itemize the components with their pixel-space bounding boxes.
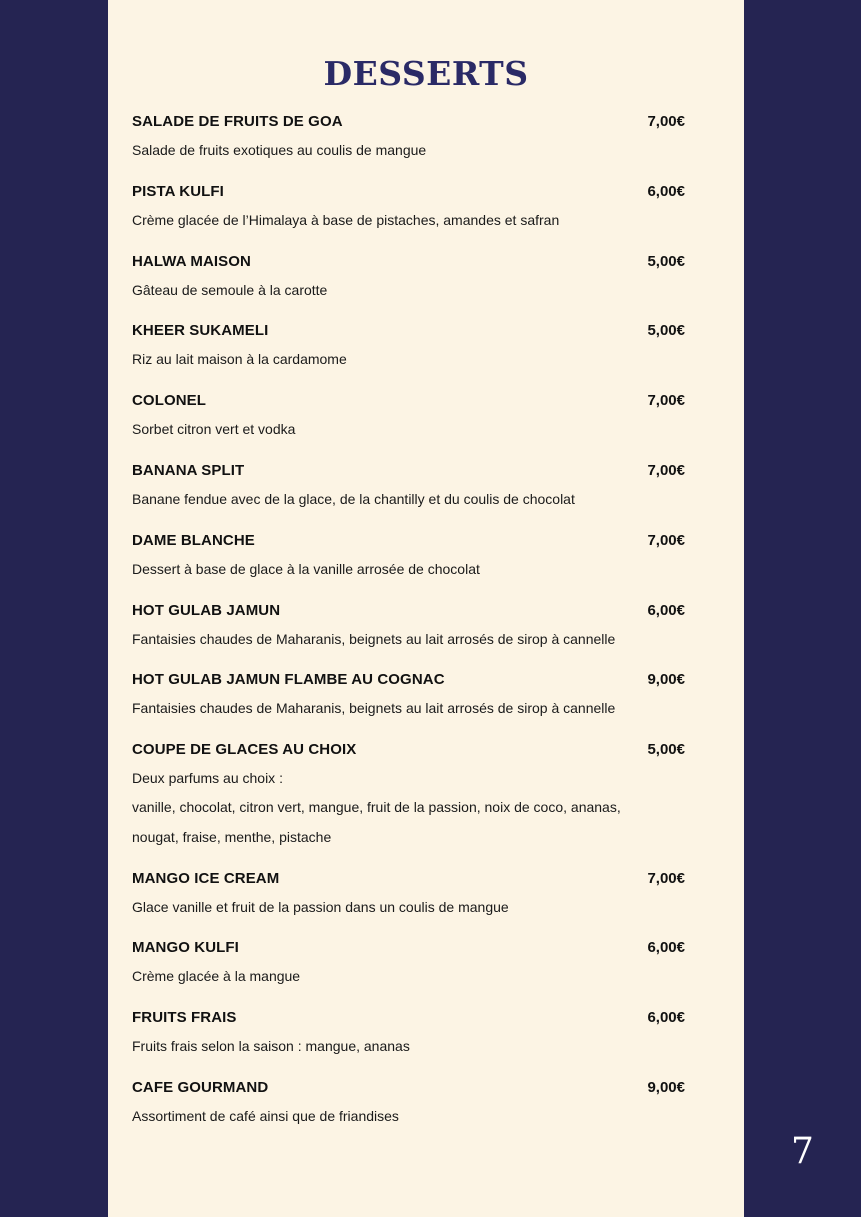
menu-item-name: CAFE GOURMAND: [132, 1078, 269, 1096]
menu-item-description-line: Crème glacée de l’Himalaya à base de pistaches, amandes et safran: [132, 211, 560, 228]
menu-item-price: 5,00€: [647, 741, 685, 759]
menu-item-description: [132, 1032, 685, 1061]
menu-item-name: HOT GULAB JAMUN: [132, 601, 281, 619]
menu-item-header: [132, 456, 685, 485]
menu-item-description-line: Dessert à base de glace à la vanille arrosée de chocolat: [132, 560, 480, 577]
menu-item: [132, 107, 685, 165]
menu-item-description: [132, 625, 685, 654]
menu-item-price: 6,00€: [647, 601, 685, 619]
menu-item: [132, 864, 685, 922]
menu-item-description: [132, 962, 685, 991]
menu-item-header: [132, 177, 685, 206]
menu-item-description: [132, 415, 685, 444]
menu-item: [132, 735, 685, 852]
menu-item: [132, 456, 685, 514]
menu-item-name: BANANA SPLIT: [132, 461, 245, 479]
menu-item-description: [132, 276, 685, 305]
menu-item: [132, 596, 685, 654]
menu-item-header: [132, 864, 685, 893]
menu-item-description-line: Gâteau de semoule à la carotte: [132, 281, 328, 298]
menu-item-description-line: Fantaisies chaudes de Maharanis, beignets au lait arrosés de sirop à cannelle: [132, 700, 616, 717]
menu-item: [132, 386, 685, 444]
menu-item-price: 7,00€: [647, 392, 685, 410]
menu-item-description: [132, 555, 685, 584]
menu-item: [132, 933, 685, 991]
menu-item-name: PISTA KULFI: [132, 182, 224, 200]
menu-item-header: [132, 247, 685, 276]
menu-item-name: HALWA MAISON: [132, 252, 251, 270]
menu-item-name: COLONEL: [132, 392, 207, 410]
menu-item-price: 7,00€: [647, 113, 685, 130]
menu-item-description: [132, 694, 685, 723]
menu-item-description-line: Assortiment de café ainsi que de friandises: [132, 1107, 399, 1124]
menu-item-description: [132, 206, 685, 235]
menu-item-description-line: nougat, fraise, menthe, pistache: [132, 828, 332, 845]
menu-item-header: [132, 386, 685, 415]
menu-item: [132, 177, 685, 235]
menu-item-header: [132, 107, 685, 136]
menu-item-header: [132, 933, 685, 962]
menu-item-description: [132, 345, 685, 374]
menu-item-header: [132, 1073, 685, 1102]
menu-item: [132, 1073, 685, 1131]
menu-item-description: [132, 893, 685, 922]
dessert-list: [132, 107, 685, 1143]
menu-item-header: [132, 526, 685, 555]
menu-item-price: 7,00€: [647, 869, 685, 887]
menu-item-description: [132, 1102, 685, 1131]
menu-item-header: [132, 665, 685, 694]
menu-item: [132, 1003, 685, 1061]
menu-item-name: MANGO KULFI: [132, 939, 239, 957]
menu-item-header: [132, 735, 685, 764]
page-title: DESSERTS: [323, 54, 529, 93]
menu-item-name: FRUITS FRAIS: [132, 1009, 237, 1027]
menu-item-description: [132, 764, 685, 852]
menu-item: [132, 665, 685, 723]
menu-item-price: 6,00€: [647, 1009, 685, 1027]
menu-item-name: HOT GULAB JAMUN FLAMBE AU COGNAC: [132, 671, 445, 689]
menu-item-price: 9,00€: [647, 671, 685, 689]
menu-item-description: [132, 485, 685, 514]
menu-item-description-line: Banane fendue avec de la glace, de la chantilly et du coulis de chocolat: [132, 490, 575, 507]
menu-item-name: SALADE DE FRUITS DE GOA: [132, 113, 343, 130]
menu-item-description-line: Fantaisies chaudes de Maharanis, beignets au lait arrosés de sirop à cannelle: [132, 630, 616, 647]
menu-item-header: [132, 316, 685, 345]
menu-item-description-line: vanille, chocolat, citron vert, mangue, fruit de la passion, noix de coco, ananas,: [132, 799, 621, 816]
menu-item-price: 7,00€: [647, 531, 685, 549]
menu-item-description-line: Riz au lait maison à la cardamome: [132, 351, 347, 368]
menu-item-price: 6,00€: [647, 182, 685, 200]
menu-item-name: COUPE DE GLACES AU CHOIX: [132, 741, 357, 759]
page-number: 7: [791, 1131, 814, 1172]
menu-item-header: [132, 1003, 685, 1032]
menu-item-description-line: Fruits frais selon la saison : mangue, ananas: [132, 1038, 410, 1055]
menu-item: [132, 247, 685, 305]
menu-item-description-line: Glace vanille et fruit de la passion dans un coulis de mangue: [132, 898, 509, 915]
menu-item-price: 5,00€: [647, 252, 685, 270]
menu-item-description: [132, 136, 685, 165]
menu-item: [132, 316, 685, 374]
menu-item-price: 9,00€: [647, 1078, 685, 1096]
menu-item-price: 6,00€: [647, 939, 685, 957]
menu-item-description-line: Deux parfums au choix :: [132, 770, 283, 787]
menu-item-description-line: Sorbet citron vert et vodka: [132, 421, 296, 438]
menu-item: [132, 526, 685, 584]
menu-item-name: DAME BLANCHE: [132, 531, 255, 549]
menu-item-description-line: Crème glacée à la mangue: [132, 968, 301, 985]
menu-item-header: [132, 596, 685, 625]
menu-item-price: 7,00€: [647, 461, 685, 479]
menu-item-price: 5,00€: [647, 322, 685, 340]
menu-item-name: KHEER SUKAMELI: [132, 322, 269, 340]
menu-page: [108, 0, 744, 1217]
menu-item-description-line: Salade de fruits exotiques au coulis de mangue: [132, 142, 427, 158]
menu-item-name: MANGO ICE CREAM: [132, 869, 280, 887]
